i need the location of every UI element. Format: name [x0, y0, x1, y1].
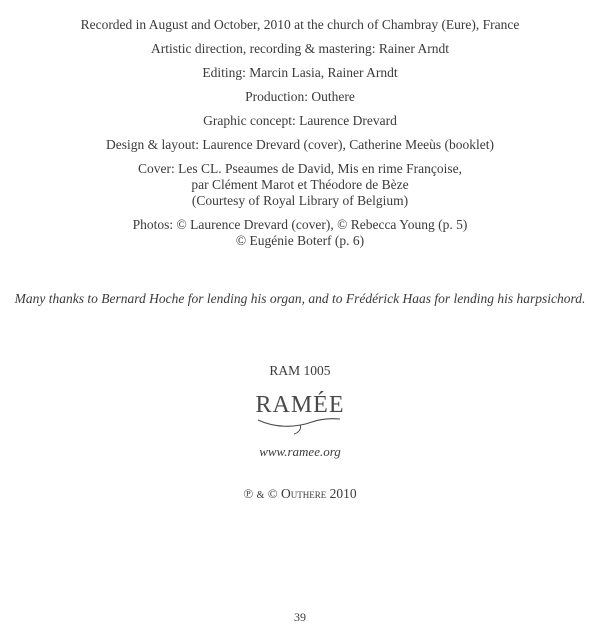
acknowledgement: Many thanks to Bernard Hoche for lending his organ, and to Frédérick Haas for lending his harpsichord. [14, 291, 586, 306]
logo-wordmark: RAMÉE [255, 392, 345, 418]
credit-design-layout: Design & layout: Laurence Drevard (cover), Catherine Meeùs (booklet) [106, 137, 494, 152]
phonogram-symbol: ℗ [243, 486, 254, 501]
credit-photos-line-2: © Eugénie Boterf (p. 6) [235, 233, 365, 248]
website-url: www.ramee.org [259, 444, 341, 459]
credit-recorded: Recorded in August and October, 2010 at the church of Chambray (Eure), France [80, 17, 520, 32]
credit-photos-line-1: Photos: © Laurence Drevard (cover), © Rebecca Young (p. 5) [132, 217, 468, 232]
credit-cover-line-1: Cover: Les CL. Pseaumes de David, Mis en rime Françoise, [138, 161, 462, 176]
copyright-label: Outhere [281, 486, 327, 501]
copyright-year: 2010 [329, 486, 357, 501]
credit-production: Production: Outhere [245, 89, 355, 104]
ramee-logo [250, 392, 350, 438]
credit-cover-line-3: (Courtesy of Royal Library of Belgium) [191, 193, 409, 208]
page-number: 39 [294, 610, 306, 624]
credit-graphic-concept: Graphic concept: Laurence Drevard [203, 113, 397, 128]
credit-artistic-direction: Artistic direction, recording & mastering: Rainer Arndt [150, 41, 450, 56]
logo-flourish-icon [250, 416, 350, 438]
copyright-notice [0, 486, 600, 502]
copyright-amp: & [256, 490, 265, 501]
credit-editing: Editing: Marcin Lasia, Rainer Arndt [202, 65, 398, 80]
credits-block [0, 17, 600, 257]
credit-cover-line-2: par Clément Marot et Théodore de Bèze [191, 177, 409, 192]
copyright-symbol: © [267, 486, 278, 501]
catalog-number: RAM 1005 [269, 363, 331, 378]
